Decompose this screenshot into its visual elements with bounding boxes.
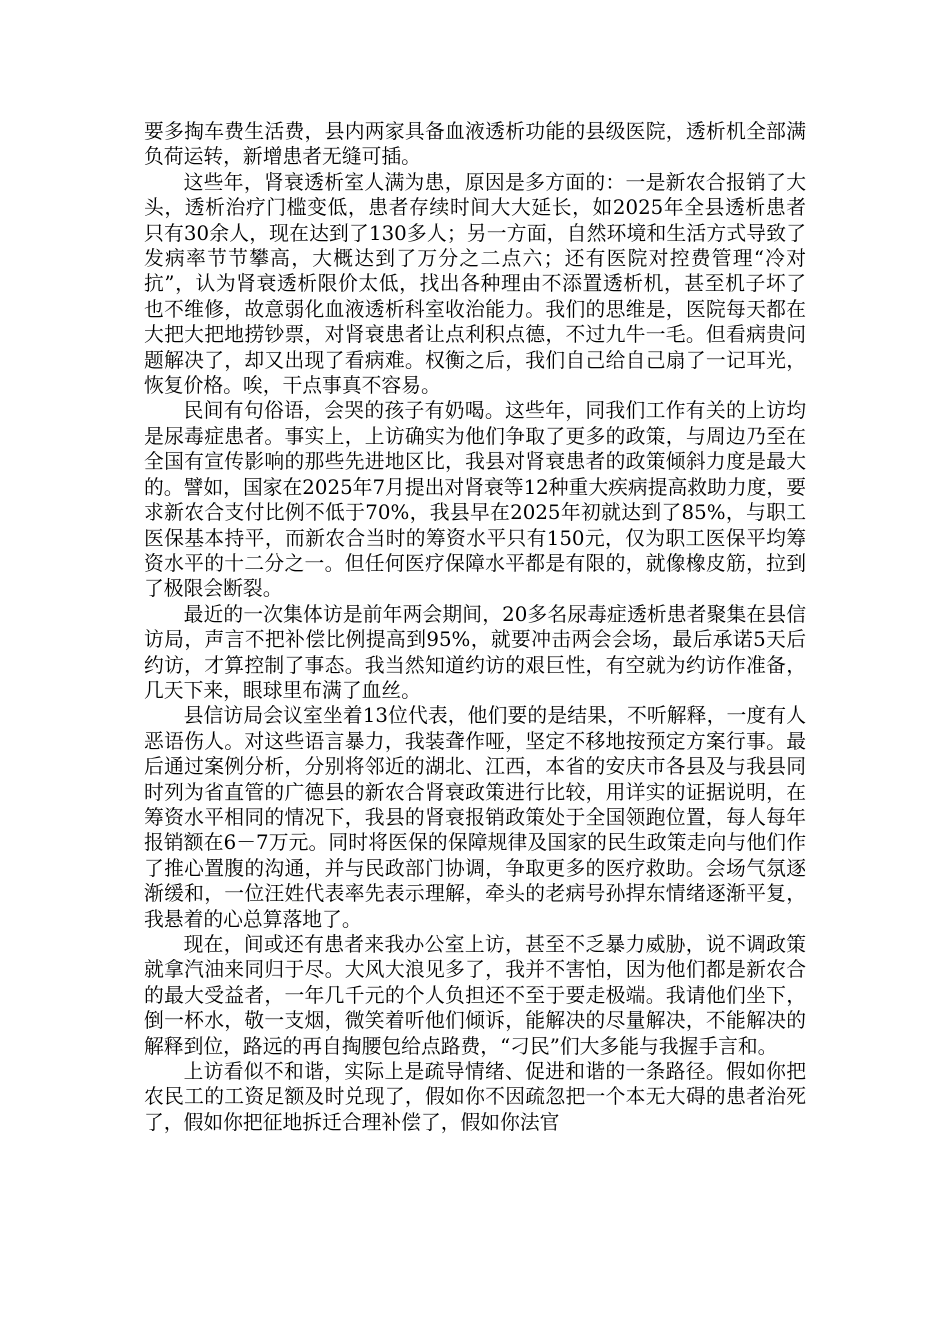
paragraph-2: 这些年，肾衰透析室人满为患，原因是多方面的：一是新农合报销了大头，透析治疗门槛变低，患者存续时间大大延长，如2025年全县透析患者只有30余人，现在达到了130多人；另一方面，自然环境和生活方式导致了发病率节节攀高，大概达到了万分之二点六；还有医院对控费管理“冷对抗”，认为肾衰透析限价太低，找出各种理由不添置透析机，甚至机子坏了也不维修，故意弱化血液透析科室收治能力。我们的思维是，医院每天都在大把大把地捞钞票，对肾衰患者让点利积点德，不过九牛一毛。但看病贵问题解决了，却又出现了看病难。权衡之后，我们自己给自己扇了一记耳光，恢复价格。唉，干点事真不容易。 (144, 170, 806, 398)
paragraph-6: 现在，间或还有患者来我办公室上访，甚至不乏暴力威胁，说不调政策就拿汽油来同归于尽。大风大浪见多了，我并不害怕，因为他们都是新农合的最大受益者，一年几千元的个人负担还不至于要走极端。我请他们坐下，倒一杯水，敬一支烟，微笑着听他们倾诉，能解决的尽量解决，不能解决的解释到位，路远的再自掏腰包给点路费，“刁民”们大多能与我握手言和。 (144, 933, 806, 1058)
paragraph-1: 要多掏车费生活费，县内两家具备血液透析功能的县级医院，透析机全部满负荷运转，新增患者无缝可插。 (144, 120, 806, 169)
paragraph-7: 上访看似不和谐，实际上是疏导情绪、促进和谐的一条路径。假如你把农民工的工资足额及时兑现了，假如你不因疏忽把一个本无大碍的患者治死了，假如你把征地拆迁合理补偿了，假如你法官 (144, 1060, 806, 1134)
document-page (144, 119, 806, 1135)
paragraph-3: 民间有句俗语，会哭的孩子有奶喝。这些年，同我们工作有关的上访均是尿毒症患者。事实上，上访确实为他们争取了更多的政策，与周边乃至在全国有宣传影响的那些先进地区比，我县对肾衰患者的政策倾斜力度是最大的。譬如，国家在2025年7月提出对肾衰等12种重大疾病提高救助力度，要求新农合支付比例不低于70%，我县早在2025年初就达到了85%，与职工医保基本持平，而新农合当时的筹资水平只有150元，仅为职工医保平均筹资水平的十二分之一。但任何医疗保障水平都是有限的，就像橡皮筋，拉到了极限会断裂。 (144, 399, 806, 601)
paragraph-5: 县信访局会议室坐着13位代表，他们要的是结果，不听解释，一度有人恶语伤人。对这些语言暴力，我装聋作哑，坚定不移地按预定方案行事。最后通过案例分析，分别将邻近的湖北、江西，本省的安庆市各县及与我县同时列为省直管的广德县的新农合肾衰政策进行比较，用详实的证据说明，在筹资水平相同的情况下，我县的肾衰报销政策处于全国领跑位置，每人每年报销额在6－7万元。同时将医保的保障规律及国家的民生政策走向与他们作了推心置腹的沟通，并与民政部门协调，争取更多的医疗救助。会场气氛逐渐缓和，一位汪姓代表率先表示理解，牵头的老病号孙捍东情绪逐渐平复，我悬着的心总算落地了。 (144, 704, 806, 931)
paragraph-4: 最近的一次集体访是前年两会期间，20多名尿毒症透析患者聚集在县信访局，声言不把补偿比例提高到95%，就要冲击两会会场，最后承诺5天后约访，才算控制了事态。我当然知道约访的艰巨性，有空就为约访作准备，几天下来，眼球里布满了血丝。 (144, 602, 806, 702)
